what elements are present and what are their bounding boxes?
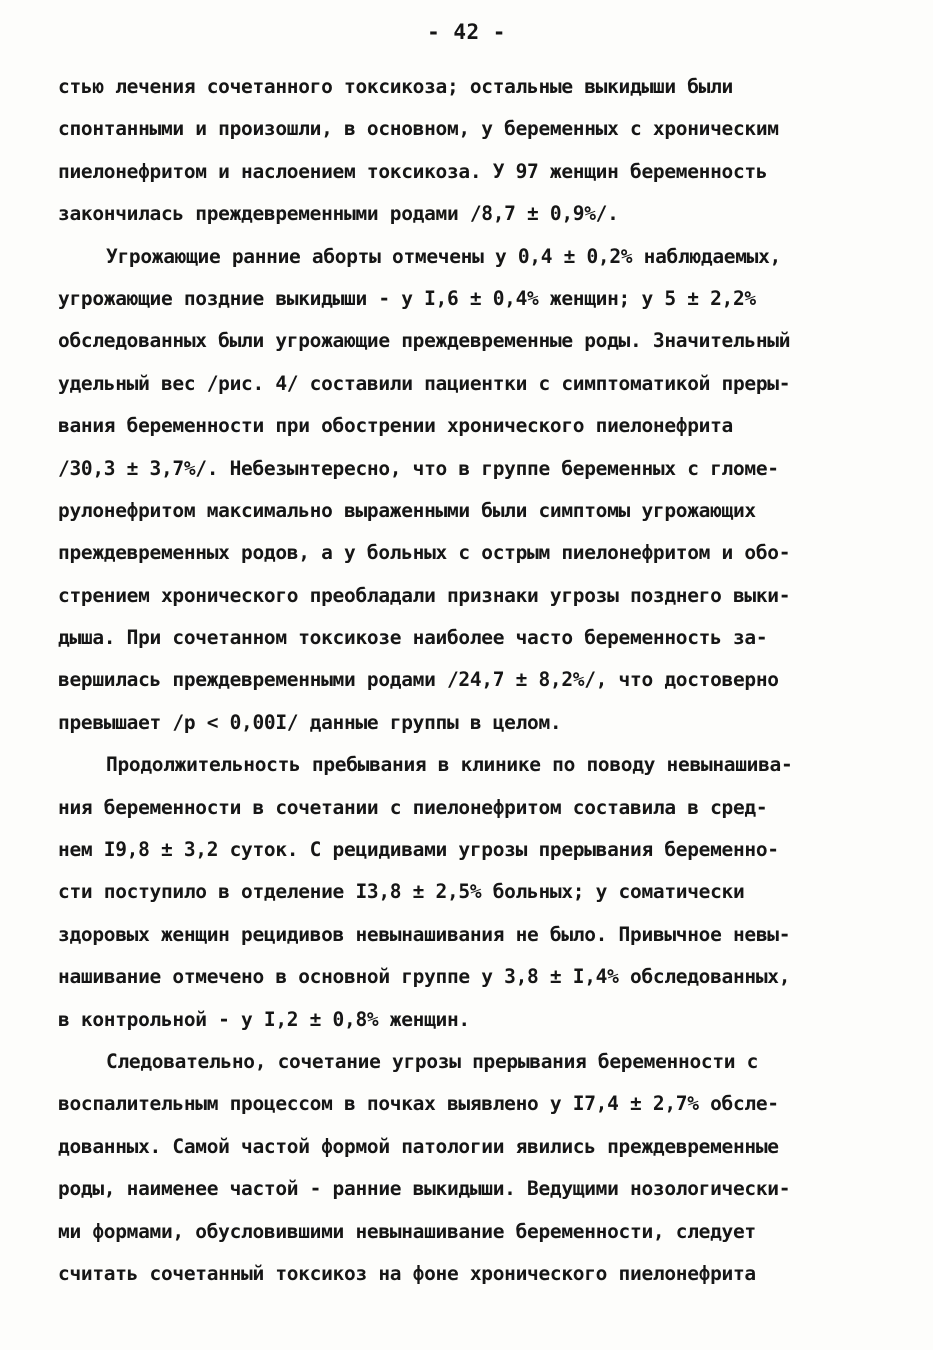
text-line: здоровых женщин рецидивов невынашивания не было. Привычное невы- [58,922,791,946]
text-line: в контрольной - у I,2 ± 0,8% женщин. [58,1007,470,1031]
text-line: ния беременности в сочетании с пиелонефритом составила в сред- [58,795,768,819]
page-number: - 42 - [427,20,506,44]
text-line: Продолжительность пребывания в клинике по поводу невынашива- [106,753,793,777]
text-line: нашивание отмечено в основной группе у 3,8 ± I,4% обследованных, [58,965,791,989]
text-line: удельный вес /рис. 4/ составили пациентки с симптоматикой преры- [58,371,791,395]
text-line: спонтанными и произошли, в основном, у беременных с хроническим [58,117,779,141]
text-line: стью лечения сочетанного токсикоза; остальные выкидыши были [58,75,733,98]
text-line: ми формами, обусловившими невынашивание беременности, следует [58,1219,756,1243]
text-line: угрожающие поздние выкидыши - у I,6 ± 0,4% женщин; у 5 ± 2,2% [58,286,756,310]
text-line: пиелонефритом и наслоением токсикоза. У 97 женщин беременность [58,159,768,183]
text-line: дыша. При сочетанном токсикозе наиболее часто беременность за- [58,626,768,650]
text-line: стрением хронического преобладали признаки угрозы позднего выки- [58,583,791,607]
text-line: Следовательно, сочетание угрозы прерывания беременности с [106,1049,759,1073]
text-line: /30,3 ± 3,7%/. Небезынтересно, что в группе беременных с гломе- [58,456,779,480]
text-line: дованных. Самой частой формой патологии явились преждевременные [58,1134,779,1158]
text-line: рулонефритом максимально выраженными были симптомы угрожающих [58,498,756,522]
text-line: сти поступило в отделение I3,8 ± 2,5% больных; у соматически [58,880,745,904]
text-line: преждевременных родов, а у больных с острым пиелонефритом и обо- [58,541,791,565]
body-text [58,66,898,1295]
text-line: вершилась преждевременными родами /24,7 ± 8,2%/, что достоверно [58,668,779,692]
text-line: обследованных были угрожающие преждевременные роды. Значительный [58,329,791,353]
text-line: превышает /р < 0,00I/ данные группы в целом. [58,710,562,734]
text-line: Угрожающие ранние аборты отмечены у 0,4 ± 0,2% наблюдаемых, [106,244,781,268]
text-line: нем I9,8 ± 3,2 суток. С рецидивами угрозы прерывания беременно- [58,838,779,862]
text-line: воспалительным процессом в почках выявлено у I7,4 ± 2,7% обсле- [58,1092,779,1116]
text-line: вания беременности при обострении хронического пиелонефрита [58,414,733,438]
text-line: считать сочетанный токсикоз на фоне хронического пиелонефрита [58,1261,756,1285]
text-line: роды, наименее частой - ранние выкидыши. Ведущими нозологически- [58,1177,791,1201]
text-line: закончилась преждевременными родами /8,7 ± 0,9%/. [58,202,619,226]
